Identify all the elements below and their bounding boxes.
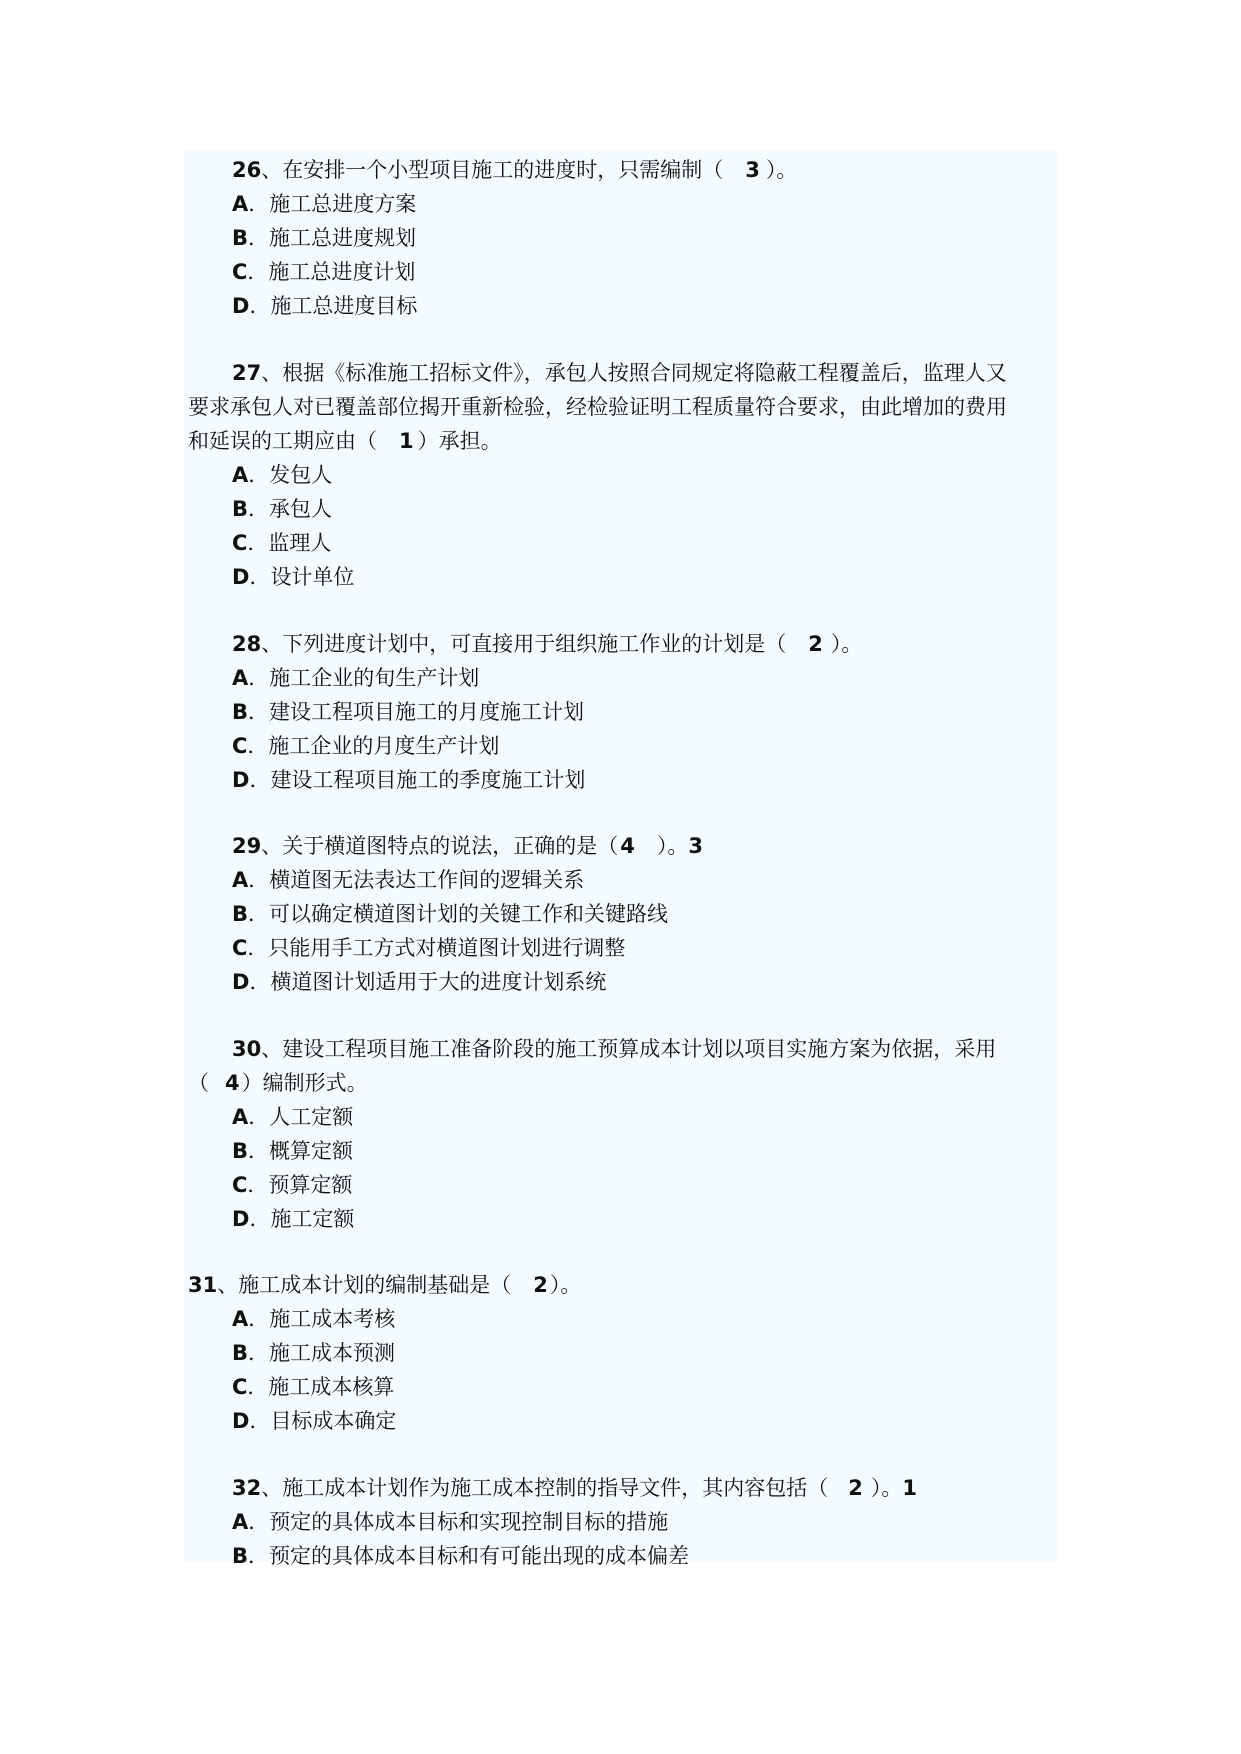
option-b: B．概算定额 [232, 1139, 354, 1163]
question-28-stem: 28、下列进度计划中，可直接用于组织施工作业的计划是（ 2 ）。 [232, 632, 863, 656]
question-number: 32 [232, 1476, 262, 1500]
option-d: D．施工总进度目标 [232, 294, 418, 318]
question-30-line-2: （ 4）编制形式。 [188, 1071, 368, 1095]
question-number: 29 [232, 834, 262, 858]
answer-mark: 4 [225, 1071, 240, 1095]
question-number: 27 [232, 361, 262, 385]
answer-mark: 1 [399, 429, 414, 453]
question-27-line-3: 和延误的工期应由（ 1 ）承担。 [188, 429, 502, 453]
option-a: A．预定的具体成本目标和实现控制目标的措施 [232, 1510, 669, 1534]
question-29-stem: 29、关于横道图特点的说法，正确的是（4 ）。3 [232, 834, 703, 858]
margin-note: 1 [902, 1476, 917, 1500]
question-31-stem: 31、施工成本计划的编制基础是（ 2）。 [188, 1273, 582, 1297]
question-text: 、在安排一个小型项目施工的进度时，只需编制（ [261, 158, 724, 182]
option-d: D．建设工程项目施工的季度施工计划 [232, 768, 586, 792]
option-a: A．人工定额 [232, 1105, 354, 1129]
option-c: C．施工成本核算 [232, 1375, 395, 1399]
option-c: C．施工企业的月度生产计划 [232, 734, 500, 758]
question-number: 26 [232, 158, 262, 182]
option-c: C．只能用手工方式对横道图计划进行调整 [232, 936, 626, 960]
option-a: A．发包人 [232, 463, 333, 487]
question-text: ）。 [765, 158, 798, 182]
option-a: A．施工企业的旬生产计划 [232, 666, 480, 690]
question-30-stem [232, 1032, 996, 1066]
answer-mark: 2 [533, 1273, 548, 1297]
option-d: D．横道图计划适用于大的进度计划系统 [232, 970, 607, 994]
option-d: D．设计单位 [232, 565, 355, 589]
question-32-stem: 32、施工成本计划作为施工成本控制的指导文件，其内容包括（ 2 ）。1 [232, 1476, 917, 1500]
question-number: 31 [188, 1273, 218, 1297]
question-text: 、建设工程项目施工准备阶段的施工预算成本计划以项目实施方案为依据，采用 [261, 1037, 997, 1061]
answer-mark: 2 [808, 632, 823, 656]
answer-mark: 4 [620, 834, 635, 858]
option-b: B．可以确定横道图计划的关键工作和关键路线 [232, 902, 669, 926]
question-number: 30 [232, 1037, 262, 1061]
question-text: 、根据《标准施工招标文件》，承包人按照合同规定将隐蔽工程覆盖后，监理人又 [261, 361, 1007, 385]
option-a: A．施工总进度方案 [232, 192, 417, 216]
margin-note: 3 [688, 834, 703, 858]
option-d: D．目标成本确定 [232, 1409, 397, 1433]
option-a: A．横道图无法表达工作间的逻辑关系 [232, 868, 585, 892]
option-b: B．施工成本预测 [232, 1341, 396, 1365]
option-d: D．施工定额 [232, 1207, 355, 1231]
option-a: A．施工成本考核 [232, 1307, 396, 1331]
option-b: B．建设工程项目施工的月度施工计划 [232, 700, 585, 724]
answer-mark: 2 [848, 1476, 863, 1500]
option-b: B．施工总进度规划 [232, 226, 417, 250]
answer-mark: 3 [745, 158, 760, 182]
question-27-stem [232, 356, 1007, 390]
option-c: C．施工总进度计划 [232, 260, 416, 284]
option-b: B．承包人 [232, 497, 333, 521]
question-text: 、下列进度计划中，可直接用于组织施工作业的计划是（ [261, 632, 787, 656]
option-c: C．监理人 [232, 531, 332, 555]
question-27-line-2: 要求承包人对已覆盖部位揭开重新检验，经检验证明工程质量符合要求，由此增加的费用 [188, 395, 1007, 419]
question-number: 28 [232, 632, 262, 656]
question-text: 、施工成本计划作为施工成本控制的指导文件，其内容包括（ [261, 1476, 829, 1500]
question-text: 、关于横道图特点的说法，正确的是（ [261, 834, 619, 858]
option-c: C．预算定额 [232, 1173, 353, 1197]
question-26-stem [232, 153, 797, 187]
question-text: 、施工成本计划的编制基础是（ [217, 1273, 512, 1297]
option-b: B．预定的具体成本目标和有可能出现的成本偏差 [232, 1544, 690, 1568]
